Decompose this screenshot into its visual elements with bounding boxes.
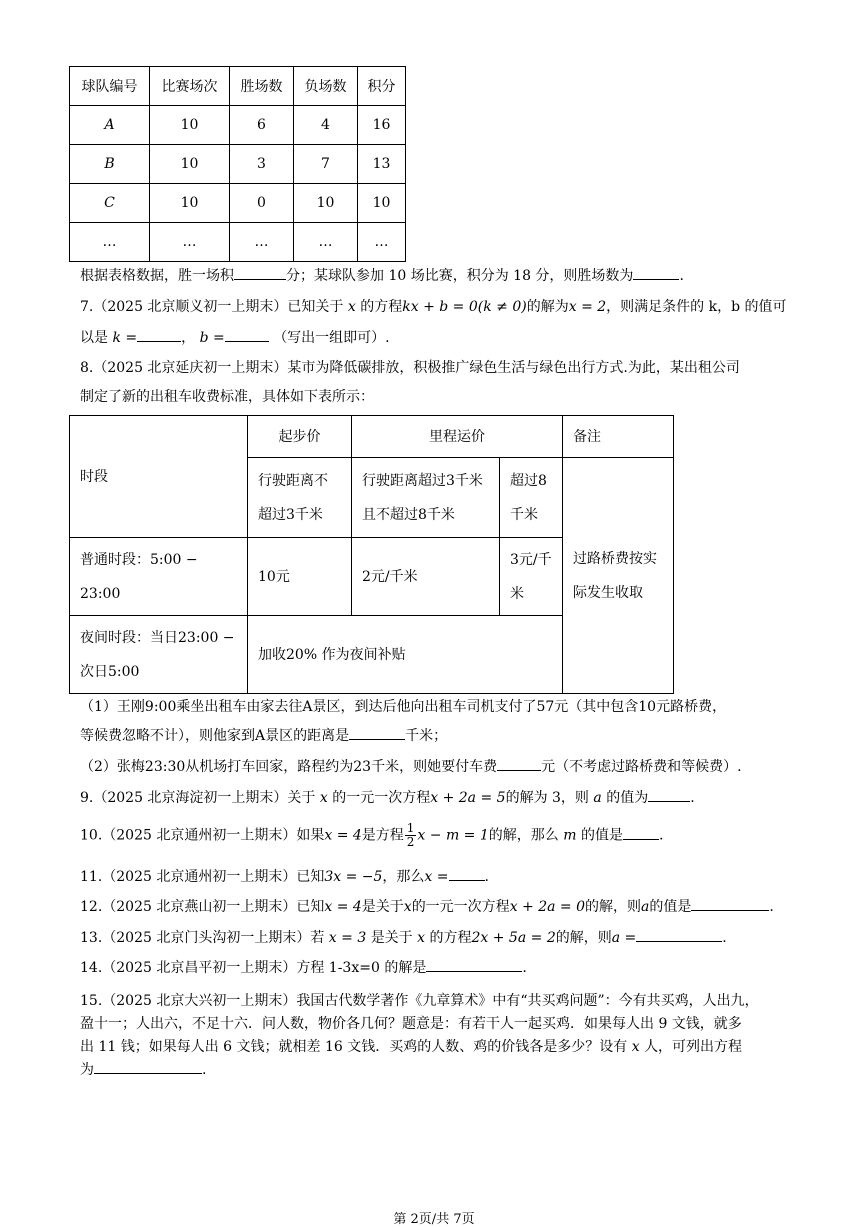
math-variable: x bbox=[347, 299, 356, 315]
q11-line bbox=[80, 866, 489, 886]
table-cell: 加收20% 作为夜间补贴 bbox=[248, 616, 563, 694]
answer-blank[interactable] bbox=[497, 756, 541, 771]
table-cell: 3元/千米 bbox=[500, 538, 563, 616]
table-cell: 10元 bbox=[248, 538, 352, 616]
q9-text: 的值为 bbox=[606, 790, 649, 806]
math-equation: x = 2 bbox=[568, 299, 607, 315]
table-cell: 6 bbox=[230, 106, 294, 145]
q13-text: 的方程 bbox=[429, 930, 472, 946]
q9-line bbox=[80, 787, 695, 807]
q8-text: 千米； bbox=[405, 728, 448, 744]
q15-text: 为 bbox=[80, 1062, 94, 1078]
table-cell: A bbox=[70, 106, 150, 145]
math-equation: x = 3 bbox=[328, 930, 367, 946]
math-variable: m bbox=[563, 827, 577, 844]
q10-line bbox=[80, 822, 663, 849]
table-cell: 行驶距离不超过3千米 bbox=[248, 458, 352, 538]
table-cell: … bbox=[230, 223, 294, 262]
q13-line bbox=[80, 927, 727, 947]
table-cell: 10 bbox=[358, 184, 406, 223]
q7-text: （写出一组即可）. bbox=[273, 330, 390, 346]
answer-blank[interactable] bbox=[648, 787, 690, 802]
punctuation: . bbox=[484, 869, 489, 885]
answer-blank[interactable] bbox=[349, 725, 405, 740]
q8-text: 等候费忽略不计），则他家到A景区的距离是 bbox=[80, 728, 350, 744]
q8-sub1-line2 bbox=[80, 725, 447, 745]
table-row bbox=[70, 416, 674, 458]
table-cell: 3 bbox=[230, 145, 294, 184]
math-variable: x bbox=[403, 899, 412, 915]
answer-blank[interactable] bbox=[691, 896, 769, 911]
math-variable: a bbox=[593, 790, 602, 806]
math-variable: x bbox=[631, 1039, 640, 1055]
table-cell: 时段 bbox=[70, 416, 248, 538]
answer-blank[interactable] bbox=[225, 327, 269, 342]
table-cell: 10 bbox=[150, 145, 230, 184]
punctuation: . bbox=[522, 960, 527, 976]
q12-text: 的解，则 bbox=[585, 899, 642, 915]
table-row bbox=[70, 223, 406, 262]
table-header-cell: 负场数 bbox=[294, 67, 358, 106]
answer-blank[interactable] bbox=[137, 327, 181, 342]
answer-blank[interactable] bbox=[636, 927, 722, 942]
q12-text: 的一元一次方程 bbox=[411, 899, 510, 915]
q7-text: 以是 bbox=[80, 330, 108, 346]
table-cell: 0 bbox=[230, 184, 294, 223]
table-cell: 13 bbox=[358, 145, 406, 184]
math-variable: a bbox=[641, 899, 650, 915]
table-cell: 超过8千米 bbox=[500, 458, 563, 538]
math-equation: x + 2a = 5 bbox=[430, 790, 506, 806]
q9-text: 的解为 3，则 bbox=[505, 790, 589, 806]
table-cell: C bbox=[70, 184, 150, 223]
q14-text: 14.（2025 北京昌平初一上期末）方程 1-3x=0 的解是 bbox=[80, 960, 427, 976]
table-header-cell: 比赛场次 bbox=[150, 67, 230, 106]
answer-blank[interactable] bbox=[94, 1059, 202, 1074]
q7-text: 的方程 bbox=[360, 299, 403, 315]
table-cell: 10 bbox=[150, 106, 230, 145]
q12-line bbox=[80, 896, 774, 916]
punctuation: . bbox=[202, 1062, 207, 1078]
table-cell: 10 bbox=[294, 184, 358, 223]
q9-text: 9.（2025 北京海淀初一上期末）关于 bbox=[80, 790, 316, 806]
table-row bbox=[70, 145, 406, 184]
table-header-cell: 起步价 bbox=[248, 416, 352, 458]
math-equation: 2x + 5a = 2 bbox=[471, 930, 556, 946]
q14-line bbox=[80, 957, 527, 977]
punctuation: . bbox=[722, 930, 727, 946]
page-number: 第 2页/共 7页 bbox=[393, 1212, 475, 1227]
answer-blank[interactable] bbox=[633, 265, 679, 280]
q13-text: 的解，则 bbox=[555, 930, 612, 946]
table-cell: 16 bbox=[358, 106, 406, 145]
math-equation: x = 4 bbox=[324, 827, 362, 844]
q7-line2: 以是 k = ， b = （写出一组即可）. bbox=[80, 327, 390, 347]
math-equation: x = 4 bbox=[324, 899, 362, 915]
table-cell: … bbox=[150, 223, 230, 262]
q12-text: 12.（2025 北京燕山初一上期末）已知 bbox=[80, 899, 325, 915]
punctuation: . bbox=[769, 899, 774, 915]
table-cell: 行驶距离超过3千米且不超过8千米 bbox=[352, 458, 500, 538]
table-row bbox=[70, 184, 406, 223]
q13-text: 13.（2025 北京门头沟初一上期末）若 bbox=[80, 930, 325, 946]
q8-sub1-line1: （1）王刚9:00乘坐出租车由家去往A景区，到达后他向出租车司机支付了57元（其中包含10元路桥费， bbox=[80, 699, 727, 715]
q8-text: 元（不考虑过路桥费和等候费）. bbox=[541, 759, 742, 775]
q10-text: 的值是 bbox=[580, 827, 623, 844]
q15-text: 人，可列出方程 bbox=[644, 1039, 743, 1055]
table-cell: … bbox=[294, 223, 358, 262]
q8-sub2 bbox=[80, 756, 742, 776]
table-cell: 10 bbox=[150, 184, 230, 223]
answer-blank[interactable] bbox=[623, 825, 659, 840]
q15-line4 bbox=[80, 1059, 206, 1079]
answer-blank[interactable] bbox=[449, 866, 485, 881]
q6-text: 根据表格数据，胜一场积 bbox=[80, 268, 234, 284]
q8-line2: 制定了新的出租车收费标准，具体如下表所示： bbox=[80, 389, 374, 405]
table-cell: … bbox=[358, 223, 406, 262]
table-cell: B bbox=[70, 145, 150, 184]
answer-blank[interactable] bbox=[426, 957, 522, 972]
table-header-row bbox=[70, 67, 406, 106]
q15-line1: 15.（2025 北京大兴初一上期末）我国古代数学著作《九章算术》中有“共买鸡问题”：今有共买鸡，人出九， bbox=[80, 993, 759, 1009]
math-equation: a = bbox=[611, 930, 637, 946]
q6-answer-line bbox=[80, 265, 684, 285]
punctuation: . bbox=[679, 268, 684, 284]
math-variable: x bbox=[319, 790, 328, 806]
fraction-denominator: 2 bbox=[406, 835, 415, 849]
q15-line2: 盈十一；人出六，不足十六．问人数，物价各几何？题意是：有若干人一起买鸡．如果每人出 9 文钱，就多 bbox=[80, 1016, 742, 1032]
math-equation: k = bbox=[112, 330, 138, 346]
team-score-table bbox=[69, 66, 406, 262]
math-equation: b = bbox=[199, 330, 225, 346]
table-cell: 普通时段：5:00 − 23:00 bbox=[70, 538, 248, 616]
punctuation: . bbox=[658, 827, 664, 844]
table-header-cell: 球队编号 bbox=[70, 67, 150, 106]
fraction-numerator: 1 bbox=[406, 821, 415, 835]
q12-text: 是关于 bbox=[361, 899, 404, 915]
table-header-cell: 备注 bbox=[563, 416, 674, 458]
table-cell: 夜间时段：当日23:00 − 次日5:00 bbox=[70, 616, 248, 694]
math-fraction bbox=[405, 822, 417, 849]
taxi-fare-table bbox=[69, 415, 674, 694]
table-cell: 2元/千米 bbox=[352, 538, 500, 616]
table-cell: 7 bbox=[294, 145, 358, 184]
q10-text: 10.（2025 北京通州初一上期末）如果 bbox=[80, 827, 325, 844]
q15-text: 出 11 钱；如果每人出 6 文钱；就相差 16 文钱．买鸡的人数、鸡的价钱各是多少？设有 bbox=[80, 1039, 628, 1055]
punctuation: . bbox=[690, 790, 695, 806]
math-equation: kx + b = 0(k ≠ 0) bbox=[402, 299, 527, 315]
math-equation: x − m = 1 bbox=[417, 827, 489, 844]
q8-text: （2）张梅23:30从机场打车回家，路程约为23千米，则她要付车费 bbox=[80, 759, 498, 775]
math-equation: 3x = −5 bbox=[324, 869, 383, 885]
q10-text: 的解，那么 bbox=[488, 827, 559, 844]
q11-text: 11.（2025 北京通州初一上期末）已知 bbox=[80, 869, 325, 885]
table-cell: … bbox=[70, 223, 150, 262]
q7-text: 的解为 bbox=[526, 299, 569, 315]
math-equation: x = bbox=[424, 869, 449, 885]
q13-text: 是关于 bbox=[370, 930, 413, 946]
math-equation: x + 2a = 0 bbox=[509, 899, 586, 915]
q8-line1: 8.（2025 北京延庆初一上期末）某市为降低碳排放，积极推广绿色生活与绿色出行方式.为此，某出租公司 bbox=[80, 360, 740, 376]
table-header-cell: 里程运价 bbox=[352, 416, 563, 458]
table-header-cell: 胜场数 bbox=[230, 67, 294, 106]
table-cell: 过路桥费按实际发生收取 bbox=[563, 458, 674, 694]
q7-text: 7.（2025 北京顺义初一上期末）已知关于 bbox=[80, 299, 344, 315]
table-cell: 4 bbox=[294, 106, 358, 145]
q11-text: ，那么 bbox=[382, 869, 425, 885]
answer-blank[interactable] bbox=[234, 265, 286, 280]
q12-text: 的值是 bbox=[649, 899, 692, 915]
q9-text: 的一元一次方程 bbox=[332, 790, 431, 806]
table-header-cell: 积分 bbox=[358, 67, 406, 106]
q7-text: ，则满足条件的 k，b 的值可 bbox=[606, 299, 787, 315]
q7-line1 bbox=[80, 296, 787, 316]
table-row bbox=[70, 106, 406, 145]
q6-text: 分；某球队参加 10 场比赛，积分为 18 分，则胜场数为 bbox=[286, 268, 634, 284]
q10-text: 是方程 bbox=[361, 827, 404, 844]
math-variable: x bbox=[417, 930, 426, 946]
q15-line3 bbox=[80, 1036, 742, 1056]
